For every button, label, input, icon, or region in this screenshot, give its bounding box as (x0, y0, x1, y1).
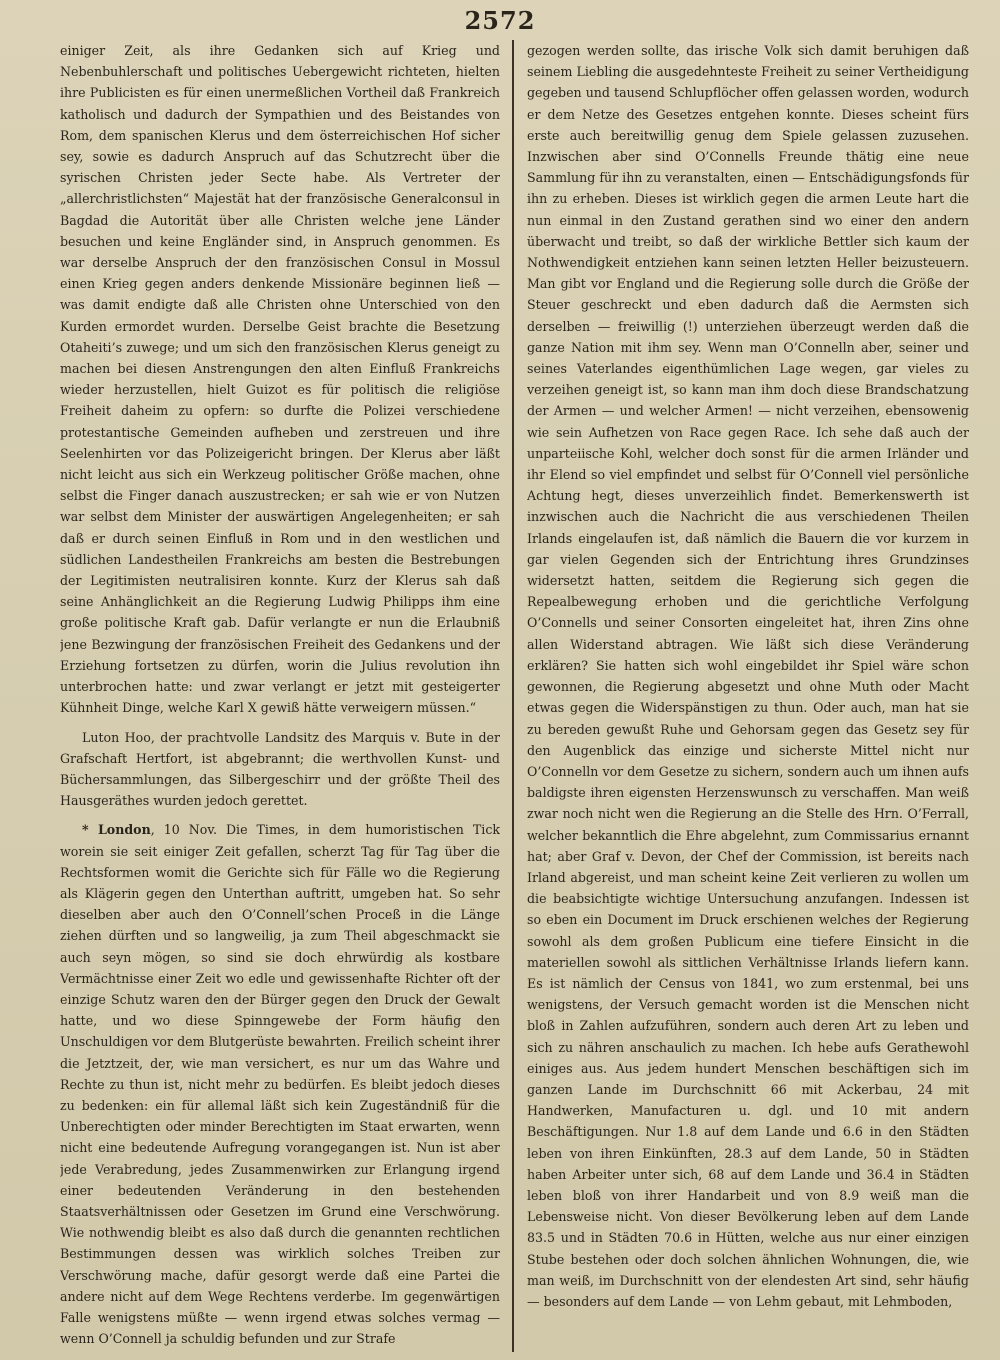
column-divider (512, 40, 514, 1352)
ireland-report-paragraph: gezogen werden sollte, das irische Volk sich damit beruhigen daß seinem Liebling die ausgedehnteste Freiheit zu seiner Vertheidigung gegeben und tausend Schlupflöcher offen gelassen worden, wodurch er dem Netze des Gesetzes entgehen konnte. Dieses scheint fürs erste auch bereitwillig genug dem Spiele gelassen zuzusehen. Inzwischen aber sind O’Connells Freunde thätig eine neue Sammlung für ihn zu veranstalten, einen — Entschädigungsfonds für ihn zu erheben. Dieses ist wirklich gegen die armen Leute hart die nun einmal in den Zustand gerathen sind wo einer den andern überwacht und treibt, so daß der wirkliche Bettler sich kaum der Nothwendigkeit entziehen kann seinen letzten Heller beizusteuern. Man gibt vor England und die Regierung solle durch die Größe der Steuer geschreckt und eben dadurch daß die Aermsten sich derselben — freiwillig (!) unterziehen überzeugt werden daß die ganze Nation mit ihm sey. Wenn man O’Connelln aber, seiner und seines Vaterlandes eigenthümlichen Lage wegen, gar vieles zu verzeihen geneigt ist, so kann man ihm doch diese Brandschatzung der Armen — und welcher Armen! — nicht verzeihen, ebensowenig wie sein Aufhetzen von Race gegen Race. Ich sehe daß auch der unparteiische Kohl, welcher doch sonst für die armen Irländer und ihr Elend so viel empfindet und selbst für O’Connell viel persönliche Achtung hegt, dieses unverzeihlich findet. Bemerkenswerth ist inzwischen auch die Nachricht die aus verschiedenen Theilen Irlands eingelaufen ist, daß nämlich die Bauern die vor kurzem in gar vielen Gegenden sich der Entrichtung ihres Grundzinses widersetzt hatten, seitdem die Regierung sich gegen die Repealbewegung erhoben und die gerichtliche Verfolgung O’Connells und seiner Consorten eingeleitet hat, ihren Zins ohne allen Widerstand abtragen. Wie läßt sich diese Veränderung erklären? Sie hatten sich wohl eingebildet ihr Spiel wäre schon gewonnen, die Regierung abgesetzt und ohne Muth oder Macht etwas gegen die Widerspänstigen zu thun. Oder auch, man hat sie zu bereden gewußt Ruhe und Gehorsam gegen das Gesetz sey für den Augenblick das einzige und sicherste Mittel nicht nur O’Connelln vor dem Gesetze zu sichern, sondern auch um ihnen aufs baldigste ihren eigensten Herzenswunsch zu verschaffen. Man weiß zwar noch nicht wen die Regierung an die Stelle des Hrn. O’Ferrall, welcher bekanntlich die Ehre abgelehnt, zum Commissarius ernannt hat; aber Graf v. Devon, der Chef der Commission, ist bereits nach Irland abgereist, und man scheint keine Zeit verlieren zu wollen um die beabsichtigte wichtige Untersuchung anzufangen. Indessen ist so eben ein Document im Druck erschienen welches der Regierung sowohl als dem großen Publicum eine tiefere Einsicht in die materiellen sowohl als sittlichen Verhältnisse Irlands liefern kann. Es ist nämlich der Census von 1841, wo zum erstenmal, bei uns wenigstens, der Versuch gemacht worden ist die Menschen nicht bloß in Zahlen aufzuführen, sondern auch deren Art zu leben und sich zu nähren anschaulich zu machen. Ich hebe aufs Gerathewohl einiges aus. Aus jedem hundert Menschen beschäftigen sich im ganzen Lande im Durchschnitt 66 mit Ackerbau, 24 mit Handwerken, Manufacturen u. dgl. und 10 mit andern Beschäftigungen. Nur 1.8 auf dem Lande und 6.6 in den Städten leben von ihren Einkünften, 28.3 auf dem Lande, 50 in Städten haben Arbeiter unter sich, 68 auf dem Lande und 36.4 in Städten leben bloß von ihrer Handarbeit und von 8.9 weiß man die Lebensweise nicht. Von dieser Bevölkerung leben auf dem Lande 83.5 und in Städten 70.6 in Hütten, welche aus nur einer einzigen Stube bestehen oder doch solchen ähnlichen Wohnungen, die, wie man weiß, im Durchschnitt von der elendesten Art sind, sehr häufig — besonders auf dem Lande — von Lehm gebaut, mit Lehmboden, (527, 43, 969, 1309)
right-column (527, 40, 969, 1355)
london-report-paragraph (60, 819, 500, 1349)
article-continuation-paragraph: einiger Zeit, als ihre Gedanken sich auf Krieg und Nebenbuhlerschaft und politisches Uebergewicht richteten, hielten ihre Publicisten es für einen unermeßlichen Vortheil daß Frankreich katholisch und dadurch der Sympathien und des Beistandes von Rom, dem spanischen Klerus und dem österreichischen Hof sicher sey, sowie es dadurch Anspruch auf das Schutzrecht über die syrischen Christen jeder Secte habe. Als Vertreter der „allerchristlichsten“ Majestät hat der französische Generalconsul in Bagdad die Autorität über alle Christen welche jene Länder besuchen und keine Engländer sind, in Anspruch genommen. Es war derselbe Anspruch der den französischen Consul in Mossul einen Krieg gegen anders denkende Missionäre beginnen ließ — was damit endigte daß alle Christen ohne Unterschied von den Kurden ermordet wurden. Derselbe Geist brachte die Besetzung Otaheiti’s zuwege; und um sich den französischen Klerus geneigt zu machen bei diesen Anstrengungen den alten Einfluß Frankreichs wieder herzustellen, hielt Guizot es für politisch die religiöse Freiheit daheim zu opfern: so durfte die Polizei verschiedene protestantische Gemeinden aufheben und zerstreuen und ihre Seelenhirten vor das Polizeigericht bringen. Der Klerus aber läßt nicht leicht aus sich ein Werkzeug politischer Größe machen, ohne selbst die Finger danach auszustrecken; er sah wie er von Nutzen war selbst dem Minister der auswärtigen Angelegenheiten; er sah daß er durch seinen Einfluß in Rom und in den westlichen und südlichen Landestheilen Frankreichs am besten die Bestrebungen der Legitimisten neutralisiren konnte. Kurz der Klerus sah daß seine Anhänglichkeit an die Regierung Ludwig Philipps ihm eine große politische Kraft gab. Dafür verlangte er nun die Erlaubniß jene Bezwingung der französischen Freiheit des Gedankens und der Erziehung fortsetzen zu dürfen, worin die Julius revolution ihn unterbrochen hatte: und zwar verlangt er jetzt mit gesteigerter Kühnheit Dinge, welche Karl X gewiß hätte verweigern müssen.“ (60, 43, 500, 716)
left-column (60, 40, 500, 1355)
london-report-text: , 10 Nov. Die Times, in dem humoristischen Tick worein sie seit einiger Zeit gefallen, scherzt Tag für Tag über die Rechtsformen womit die Gerichte sich für Fälle wo die Regierung als Klägerin gegen den Unterthan auftritt, umgeben hat. So sehr dieselben aber auch den O’Connell’schen Proceß in die Länge ziehen dürften und so langweilig, ja zum Theil abgeschmackt sie auch seyn mögen, so sind sie doch ehrwürdig als kostbare Vermächtnisse einer Zeit wo edle und gewissenhafte Richter oft der einzige Schutz waren den der Bürger gegen den Druck der Gewalt hatte, und wo diese Spinngewebe der Form häufig den Unschuldigen vor dem Blutgerüste bewahrten. Freilich scheint ihrer die Jetztzeit, der, wie man versichert, es nur um das Wahre und Rechte zu thun ist, nicht mehr zu bedürfen. Es bleibt jedoch dieses zu bedenken: ein für allemal läßt sich kein Zugeständniß für die Unberechtigten oder minder Berechtigten im Staat erwarten, wenn nicht eine bedeutende Aufregung vorangegangen ist. Nun ist aber jede Verabredung, jedes Zusammenwirken zur Erlangung irgend einer bedeutenden Veränderung in den bestehenden Staatsverhältnissen oder Gesetzen im Grund eine Verschwörung. Wie nothwendig bleibt es also daß durch die genannten rechtlichen Bestimmungen dessen was wirklich solches Treiben zur Verschwörung mache, dafür gesorgt werde daß eine Partei die andere nicht auf dem Wege Rechtens verderbe. Im gegenwärtigen Falle wenigstens müßte — wenn irgend etwas solches vermag — wenn O’Connell ja schuldig befunden und zur Strafe (60, 822, 500, 1347)
luton-hoo-paragraph: Luton Hoo, der prachtvolle Landsitz des Marquis v. Bute in der Grafschaft Hertfort, ist abgebrannt; die werthvollen Kunst- und Büchersammlungen, das Silbergeschirr und der größte Theil des Hausgeräthes wurden jedoch gerettet. (60, 729, 500, 809)
london-dateline: * London (82, 822, 151, 838)
page-number: 2572 (464, 6, 536, 35)
